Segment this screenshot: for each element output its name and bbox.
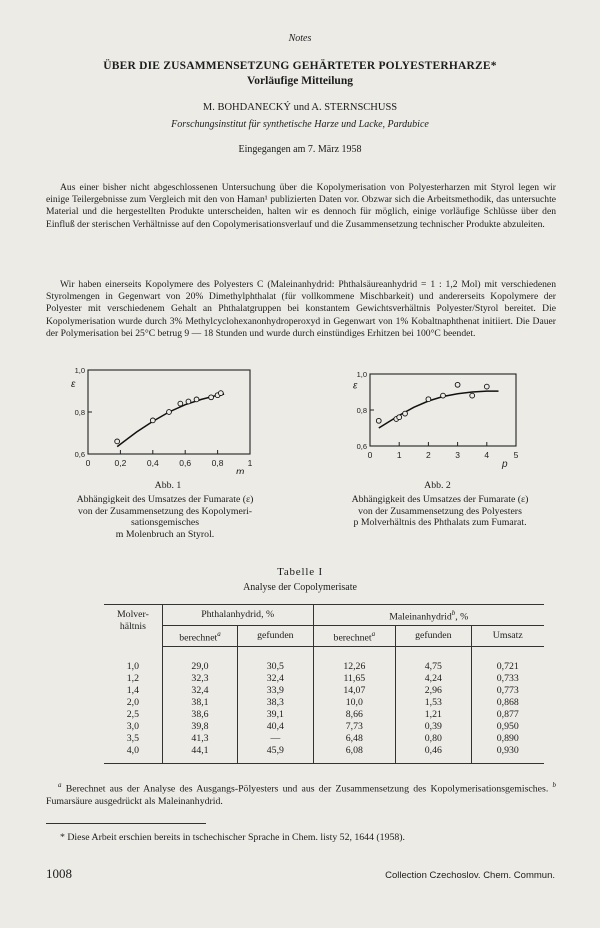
table-cell: 4,75 <box>396 647 471 674</box>
footnote-a-mark: a <box>58 781 62 789</box>
x-tick-label: 1 <box>396 450 402 460</box>
x-tick-label: 3 <box>455 450 460 460</box>
table-cell: 2,5 <box>104 709 162 721</box>
table-cell: 12,26 <box>313 647 396 674</box>
table-cell: 8,66 <box>313 709 396 721</box>
table-cell: 11,65 <box>313 673 396 685</box>
footnote-marker-a: a <box>217 629 221 638</box>
y-axis-label: ε <box>71 378 76 390</box>
table-cell: 2,96 <box>396 685 471 697</box>
table-row <box>104 647 544 674</box>
header-maleinanhydrid-unit: , % <box>455 611 469 623</box>
table-cell: 6,08 <box>313 745 396 764</box>
header-molverhaeltnis-line: hältnis <box>119 621 146 632</box>
paragraph-2: Wir haben einerseits Kopolymere des Polyesters C (Maleinanhydrid: Phthalsäureanhydrid = 1 : 1,2 Mol) mit verschiedenen Styrolmengen in Gegenwart von 20% Dimethylphthalat (für vollkommene Mischbarkeit) und andererseits Kopolymere der Polyester mit verschiedenem Gehalt an Phthalatgruppen bei konstantem Gewichtsverhältnis Polyester/Styrol bereitet. Die Kopolymerisation wurde durch 3% Methylcyclohexanonhydroperoxyd in Gegenwart von 1% Kobaltnaphthenat initiiert. Die Dauer der Polymerisation bei 25°C betrug 9 — 18 Stunden und wurde durch einstündiges Erhitzen bei 100°C beendet. <box>46 279 556 339</box>
table-row <box>104 673 544 685</box>
figure-2-plot <box>336 362 536 474</box>
x-tick-label: 0,4 <box>146 458 159 468</box>
table-cell: 0,773 <box>496 685 519 696</box>
table-cell: 0,890 <box>496 733 519 744</box>
table-cell: 10,0 <box>313 697 396 709</box>
table-cell: 29,0 <box>162 647 237 674</box>
article-title: ÜBER DIE ZUSAMMENSETZUNG GEHÄRTETER POLYESTERHARZE* <box>103 60 497 72</box>
x-tick-label: 1 <box>247 458 253 468</box>
x-tick-label: 4 <box>484 450 490 460</box>
data-point <box>186 399 191 404</box>
x-tick-label: 0 <box>367 450 373 460</box>
table-cell: 7,73 <box>313 721 396 733</box>
y-tick-label: 1,0 <box>356 370 367 379</box>
figure-1-caption-line: von der Zusammensetzung des Kopolymeri- <box>77 505 253 517</box>
table-cell: 0,733 <box>496 673 519 684</box>
table-cell: 3,0 <box>104 721 162 733</box>
table-cell: — <box>238 733 313 745</box>
star-footnote: * Diese Arbeit erschien bereits in tschechischer Sprache in Chem. listy 52, 1644 (1958). <box>60 832 405 843</box>
table-title: Tabelle I <box>277 566 323 578</box>
plot-frame <box>370 374 516 446</box>
table-row <box>104 697 544 709</box>
header-molverhaeltnis-line: Molver- <box>116 609 149 620</box>
table-cell: 3,5 <box>104 733 162 745</box>
header-berechnet-label: berechnet <box>333 632 372 644</box>
data-point <box>470 393 475 398</box>
table-cell: 1,2 <box>104 673 162 685</box>
footnote-marker-b: b <box>451 608 456 617</box>
table-cell: 0,877 <box>496 709 519 720</box>
data-point <box>484 384 489 389</box>
table-row <box>104 709 544 721</box>
table-cell: 30,5 <box>238 647 313 674</box>
data-point <box>376 418 381 423</box>
footnote-rule <box>46 823 206 824</box>
x-tick-label: 2 <box>426 450 431 460</box>
table-cell: 2,0 <box>104 697 162 709</box>
footnote-b-mark: b <box>552 781 557 789</box>
figure-1-caption-line: sationsgemisches <box>130 517 200 529</box>
x-axis-label: p <box>502 459 508 470</box>
table-cell: 32,4 <box>238 673 313 685</box>
table-cell: 1,4 <box>104 685 162 697</box>
table-cell: 0,39 <box>396 721 471 733</box>
table-subtitle: Analyse der Copolymerisate <box>243 582 357 593</box>
header-gefunden-phthal: gefunden <box>238 626 313 647</box>
table-cell: 33,9 <box>238 685 313 697</box>
header-maleinanhydrid-label: Maleinanhydrid <box>389 611 452 623</box>
figure-2-caption <box>305 494 575 529</box>
footnote-marker-a: a <box>371 629 376 638</box>
header-gefunden-malein: gefunden <box>396 626 471 647</box>
table-cell: 1,0 <box>104 647 162 674</box>
table-cell: 40,4 <box>238 721 313 733</box>
figure-1-plot <box>52 362 292 474</box>
fit-curve <box>379 391 499 428</box>
table-cell: 0,868 <box>496 697 519 708</box>
header-berechnet-malein <box>313 626 396 647</box>
table-cell: 38,6 <box>162 709 237 721</box>
data-point <box>150 418 155 423</box>
table-cell: 0,721 <box>496 661 519 672</box>
table-cell: 41,3 <box>162 733 237 745</box>
y-tick-label: 0,6 <box>356 442 367 451</box>
x-tick-label: 0,8 <box>211 458 224 468</box>
x-tick-label: 0 <box>85 458 91 468</box>
figure-2-caption-line: p Molverhältnis des Phthalats zum Fumarat. <box>353 517 527 529</box>
figure-1-title: Abb. 1 <box>154 480 182 491</box>
data-point <box>194 397 199 402</box>
figure-2-title: Abb. 2 <box>424 480 451 491</box>
received-date: Eingegangen am 7. März 1958 <box>238 144 362 155</box>
analysis-table <box>104 604 544 764</box>
table-cell: 44,1 <box>162 745 237 764</box>
table-row <box>104 685 544 697</box>
institute: Forschungsinstitut für synthetische Harze und Lacke, Pardubice <box>171 119 429 130</box>
data-point <box>178 401 183 406</box>
table-cell: 39,8 <box>162 721 237 733</box>
data-point <box>397 415 402 420</box>
header-berechnet-label: berechnet <box>179 632 218 644</box>
table-cell: 6,48 <box>313 733 396 745</box>
data-point <box>403 411 408 416</box>
figure-1-caption-line: m Molenbruch an Styrol. <box>115 528 215 540</box>
table-body <box>104 647 544 764</box>
table-footnotes <box>46 779 556 808</box>
table-cell: 1,21 <box>396 709 471 721</box>
table-row <box>104 745 544 764</box>
table-cell: 0,46 <box>396 745 471 764</box>
figure-2-caption-line: Abhängigkeit des Umsatzes der Fumarate (ε) <box>351 494 529 505</box>
y-tick-label: 1,0 <box>74 366 85 375</box>
table-cell: 14,07 <box>313 685 396 697</box>
header-umsatz: Umsatz <box>471 626 544 647</box>
table-cell: 4,0 <box>104 745 162 764</box>
paragraph-1: Aus einer bisher nicht abgeschlossenen Untersuchung über die Kopolymerisation von Polyesterharzen mit Styrol legen wir einige Teilergebnisse zum Vergleich mit den von Haman¹ publizierten Daten vor. Obzwar sich die Arbeitsmethodik, das untersuchte Material und die hergestellten Produkte unterscheiden, halten wir es dennoch für möglich, einige vorläufige Schlüsse über den Einfluß der sterischen Verhältnisse auf den Copolymerisationsverlauf und die Zusammensetzung technischer Produkte abzuleiten. <box>46 182 556 230</box>
table-row <box>104 733 544 745</box>
table-cell: 0,930 <box>471 745 544 764</box>
data-point <box>441 393 446 398</box>
header-phthalanhydrid: Phthalanhydrid, % <box>162 605 313 626</box>
authors: M. BOHDANECKÝ und A. STERNSCHUSS <box>202 102 398 113</box>
figure-1-caption-line: Abhängigkeit des Umsatzes der Fumarate (ε) <box>76 494 254 505</box>
table-cell: 4,24 <box>396 673 471 685</box>
y-tick-label: 0,6 <box>74 450 85 459</box>
article-subtitle: Vorläufige Mitteilung <box>247 75 353 87</box>
table-cell: 0,950 <box>496 721 519 732</box>
table-cell: 1,53 <box>396 697 471 709</box>
table-cell: 39,1 <box>238 709 313 721</box>
x-axis-label: m <box>236 467 245 474</box>
table-row <box>104 721 544 733</box>
data-point <box>426 397 431 402</box>
table-cell: 38,1 <box>162 697 237 709</box>
data-point <box>167 410 172 415</box>
table-cell: 45,9 <box>238 745 313 764</box>
header-maleinanhydrid <box>313 605 544 626</box>
table-cell: 32,3 <box>162 673 237 685</box>
x-tick-label: 0,2 <box>114 458 127 468</box>
y-tick-label: 0,8 <box>356 406 367 415</box>
footnote-a-text: Berechnet aus der Analyse des Ausgangs-Pölyesters und aus der Zusammensetzung des Kopolymerisationsgemisches. <box>65 783 549 795</box>
x-tick-label: 5 <box>513 450 519 460</box>
table-cell: 32,4 <box>162 685 237 697</box>
data-point <box>209 395 214 400</box>
page-number: 1008 <box>46 866 72 881</box>
figure-1-caption <box>30 494 300 540</box>
header-berechnet-phthal <box>162 626 237 647</box>
figure-2-caption-line: von der Zusammensetzung des Polyesters <box>358 505 522 517</box>
table-cell: 0,80 <box>396 733 471 745</box>
data-point <box>455 382 460 387</box>
y-axis-label: ε <box>353 380 358 392</box>
table-cell: 38,3 <box>238 697 313 709</box>
data-point <box>218 391 223 396</box>
y-tick-label: 0,8 <box>74 408 85 417</box>
fit-curve <box>117 394 224 447</box>
running-head: Notes <box>288 33 312 44</box>
journal-name: Collection Czechoslov. Chem. Commun. <box>385 870 555 881</box>
data-point <box>115 439 120 444</box>
header-molverhaeltnis <box>104 605 162 647</box>
footnote-b-text: Fumarsäure ausgedrückt als Maleinanhydrid. <box>46 795 223 807</box>
x-tick-label: 0,6 <box>179 458 192 468</box>
